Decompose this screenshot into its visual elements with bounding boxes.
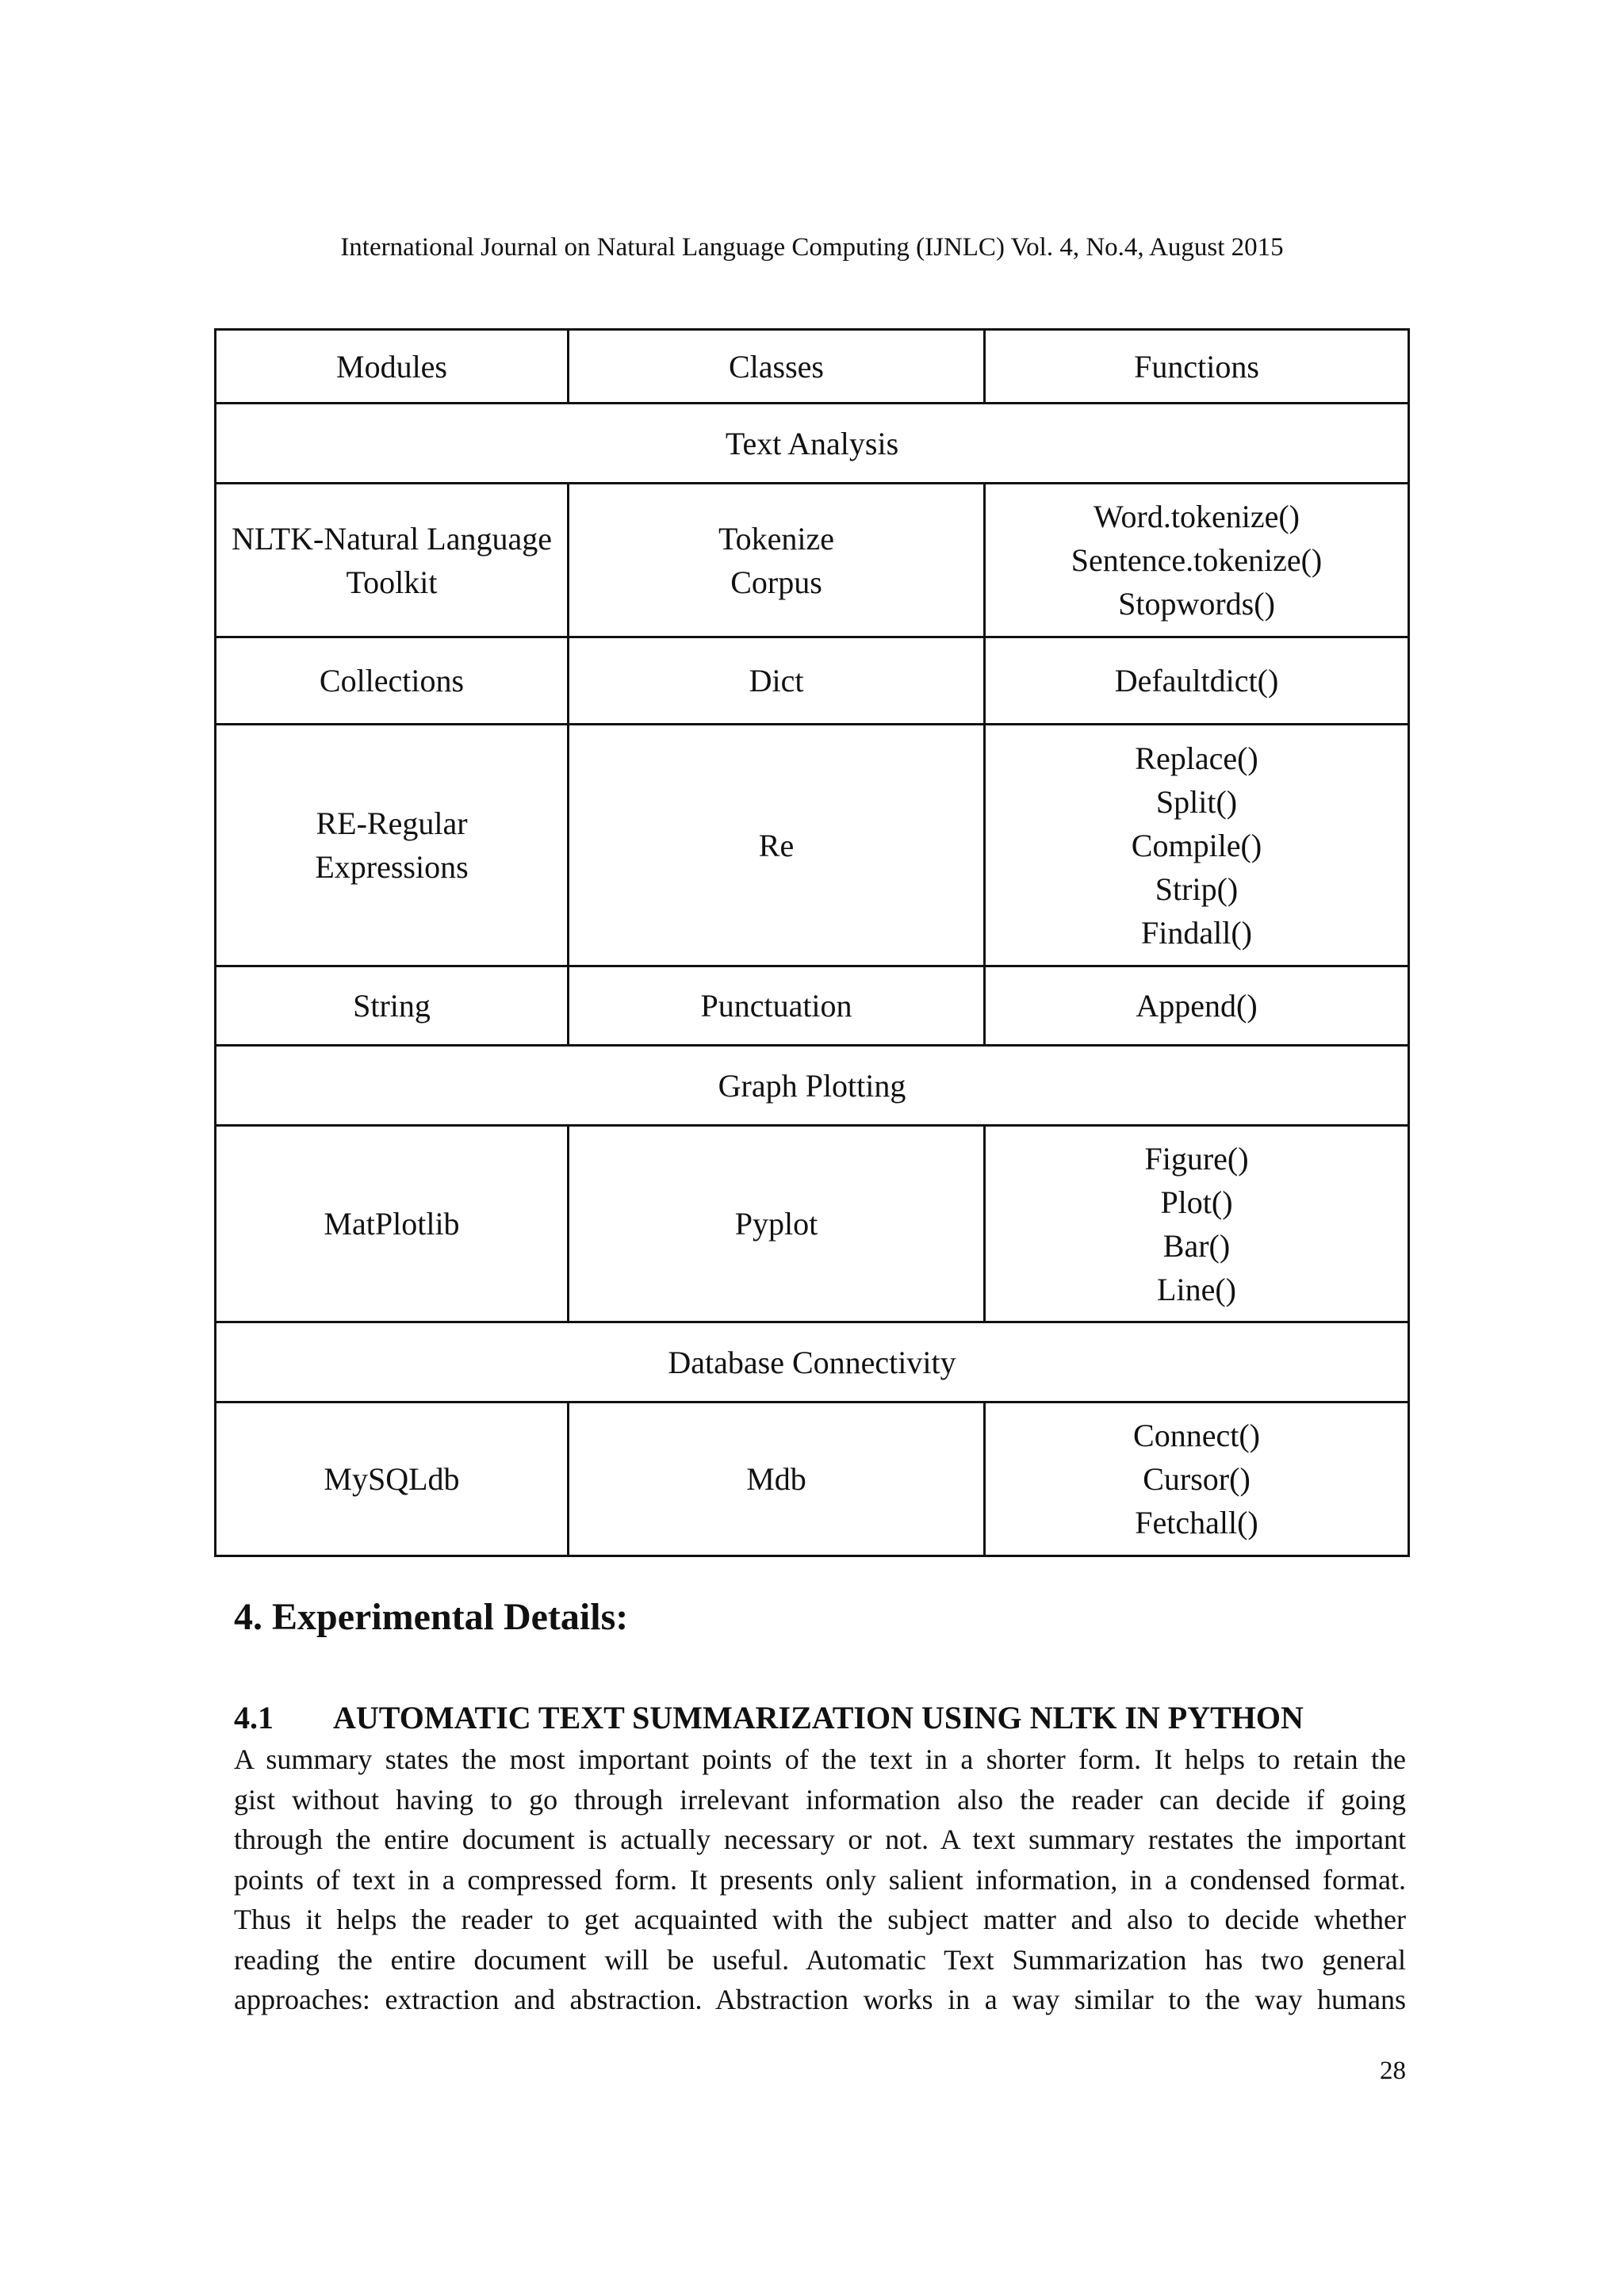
function-line: Word.tokenize() bbox=[1094, 499, 1300, 534]
section-row-graph-plotting bbox=[216, 1046, 1409, 1126]
section-row-text-analysis bbox=[216, 404, 1409, 484]
body-paragraph bbox=[234, 1739, 1406, 2020]
section-title: Text Analysis bbox=[216, 404, 1409, 484]
class-cell: Re bbox=[569, 725, 985, 966]
module-line: Toolkit bbox=[346, 564, 438, 600]
function-line: Findall() bbox=[1141, 914, 1252, 951]
table-row bbox=[216, 725, 1409, 966]
class-cell: Dict bbox=[569, 637, 985, 725]
module-line: RE-Regular bbox=[316, 806, 468, 841]
function-cell: Defaultdict() bbox=[985, 637, 1409, 725]
module-line: Expressions bbox=[315, 849, 469, 885]
module-cell: String bbox=[216, 966, 569, 1046]
function-line: Plot() bbox=[1160, 1184, 1233, 1220]
body-line: reading the entire document will be useful. Automatic Text Summarization has two general bbox=[234, 1943, 1406, 1976]
function-line: Compile() bbox=[1131, 827, 1262, 863]
subsection-heading bbox=[234, 1698, 1304, 1738]
function-line: Sentence.tokenize() bbox=[1071, 542, 1323, 578]
module-cell: MatPlotlib bbox=[216, 1126, 569, 1322]
column-header-modules: Modules bbox=[216, 330, 569, 404]
function-line: Fetchall() bbox=[1135, 1505, 1258, 1540]
section-row-database-connectivity bbox=[216, 1322, 1409, 1402]
body-line: Thus it helps the reader to get acquainted with the subject matter and also to decide whether bbox=[234, 1904, 1406, 1935]
function-line: Bar() bbox=[1162, 1227, 1231, 1264]
page-number: 28 bbox=[1380, 2057, 1406, 2085]
function-line: Line() bbox=[1157, 1271, 1236, 1307]
body-line: gist without having to go through irrelevant information also the reader can decide if going bbox=[234, 1783, 1406, 1816]
column-header-classes: Classes bbox=[569, 330, 985, 404]
class-cell: Pyplot bbox=[569, 1126, 985, 1322]
body-line: through the entire document is actually necessary or not. A text summary restates the important bbox=[234, 1823, 1406, 1855]
body-line: points of text in a compressed form. It presents only salient information, in a condensed format. bbox=[234, 1863, 1406, 1896]
table-row bbox=[216, 637, 1409, 725]
function-cell: Append() bbox=[985, 966, 1409, 1046]
module-line: NLTK-Natural Language bbox=[232, 520, 552, 557]
function-cell bbox=[985, 484, 1409, 637]
function-line: Split() bbox=[1155, 783, 1238, 820]
function-line: Figure() bbox=[1144, 1140, 1249, 1177]
table-row bbox=[216, 1126, 1409, 1322]
section-title: Database Connectivity bbox=[216, 1322, 1409, 1402]
function-line: Connect() bbox=[1133, 1418, 1260, 1453]
class-cell bbox=[569, 484, 985, 637]
module-cell bbox=[216, 484, 569, 637]
class-cell: Punctuation bbox=[569, 966, 985, 1046]
function-cell bbox=[985, 725, 1409, 966]
table-header-row bbox=[216, 330, 1409, 404]
subsection-title: AUTOMATIC TEXT SUMMARIZATION USING NLTK IN PYTHON bbox=[333, 1700, 1304, 1735]
function-line: Replace() bbox=[1135, 740, 1258, 776]
class-cell: Mdb bbox=[569, 1402, 985, 1556]
module-cell: MySQLdb bbox=[216, 1402, 569, 1556]
body-line: A summary states the most important points of the text in a shorter form. It helps to retain the bbox=[234, 1743, 1406, 1775]
class-line: Corpus bbox=[730, 564, 822, 600]
section-heading: 4. Experimental Details: bbox=[234, 1596, 629, 1638]
function-line: Stopwords() bbox=[1118, 586, 1275, 622]
function-cell bbox=[985, 1402, 1409, 1556]
class-line: Tokenize bbox=[718, 520, 834, 557]
table-row bbox=[216, 484, 1409, 637]
module-cell bbox=[216, 725, 569, 966]
module-cell: Collections bbox=[216, 637, 569, 725]
subsection-number: 4.1 bbox=[234, 1700, 274, 1735]
table-row bbox=[216, 1402, 1409, 1556]
function-cell bbox=[985, 1126, 1409, 1322]
column-header-functions: Functions bbox=[985, 330, 1409, 404]
table-row bbox=[216, 966, 1409, 1046]
body-line: approaches: extraction and abstraction. Abstraction works in a way similar to the way humans bbox=[234, 1984, 1406, 2015]
function-line: Cursor() bbox=[1143, 1461, 1251, 1497]
running-header: International Journal on Natural Language Computing (IJNLC) Vol. 4, No.4, August 2015 bbox=[340, 233, 1284, 262]
section-title: Graph Plotting bbox=[216, 1046, 1409, 1126]
function-line: Strip() bbox=[1155, 871, 1239, 907]
modules-table bbox=[214, 328, 1410, 1557]
